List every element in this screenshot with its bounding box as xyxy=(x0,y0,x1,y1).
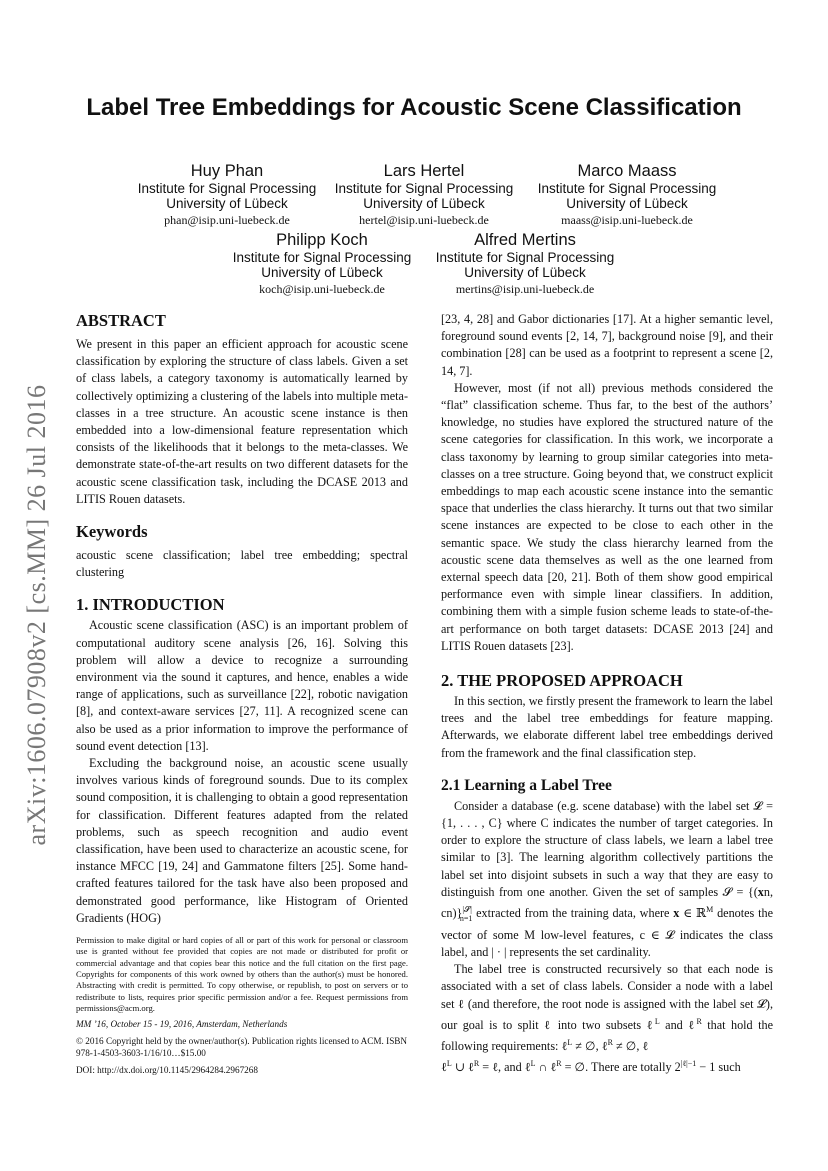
author-email[interactable]: mertins@isip.uni-luebeck.de xyxy=(455,282,595,296)
body-paragraph: [23, 4, 28] and Gabor dictionaries [17]. At a higher semantic level, foreground sound events [2, 14, 7], background noise [9], and their combination [28] can be used as a footprint to represent a scene [2, 14, 7]. xyxy=(441,312,773,378)
author-university: University of Lübeck xyxy=(566,196,688,211)
author-affiliation: Institute for Signal Processing xyxy=(334,181,514,196)
author-affiliation: Institute for Signal Processing xyxy=(232,250,412,265)
doi-link[interactable]: DOI: http://dx.doi.org/10.1145/2964284.2967268 xyxy=(76,1065,258,1076)
author-affiliation: Institute for Signal Processing xyxy=(435,250,615,265)
keywords-heading: Keywords xyxy=(76,522,148,542)
right-column xyxy=(441,311,773,1077)
author-affiliation: Institute for Signal Processing xyxy=(137,181,317,196)
keywords-text: acoustic scene classification; label tree embedding; spectral clustering xyxy=(76,548,408,580)
author-email[interactable]: maass@isip.uni-luebeck.de xyxy=(561,213,693,227)
author-name: Marco Maass xyxy=(577,162,677,180)
body-paragraph: However, most (if not all) previous methods considered the “flat” classification scheme. Thus far, to the best of the authors’ knowledge, no studies have explored the structured nature of the scene categories for classification. In this work, we incorporate a class taxonomy by learning to group similar categories into meta-classes on a tree structure. Going beyond that, we construct explicit embeddings to map each acoustic scene instance into the semantic space that underlies the class hierarchy. It turns out that two similar scene instances are expected to be close to each other in the semantic space. We study the class hierarchy learned from the acoustic scene data themselves as well as the one learned from external speech data [20, 21]. Both of them show good empirical performance even with simple linear classifiers. In addition, combining them with a simple fusion scheme leads to state-of-the-art performance on both target datasets: DCASE 2013 [24] and LITIS Rouen datasets [23]. xyxy=(441,380,773,653)
arxiv-identifier: arXiv:1606.07908v2 [cs.MM] 26 Jul 2016 xyxy=(22,384,51,846)
abstract-text: We present in this paper an efficient approach for acoustic scene classification by exploring the structure of class labels. Given a set of class labels, a category taxonomy is automatically learned by collectively optimizing a clustering of the labels into multiple meta-classes in a tree structure. An acoustic scene instance is then embedded into a low-dimensional feature representation which consists of the likelihoods that it belongs to the meta-classes. We demonstrate state-of-the-art results on two different datasets for the acoustic scene classification task, including the DCASE 2013 and LITIS Rouen datasets. xyxy=(76,337,408,506)
introduction-heading: 1. INTRODUCTION xyxy=(76,595,225,615)
author-name: Huy Phan xyxy=(190,162,264,180)
author-block xyxy=(527,161,727,228)
author-block xyxy=(222,230,422,297)
author-block xyxy=(127,161,327,228)
footnote xyxy=(76,935,408,1076)
author-name: Philipp Koch xyxy=(276,231,368,249)
left-column xyxy=(76,311,408,1076)
author-university: University of Lübeck xyxy=(464,265,586,280)
subsection-2-1-heading: 2.1 Learning a Label Tree xyxy=(441,776,612,794)
paper-title: Label Tree Embeddings for Acoustic Scene Classification xyxy=(86,94,742,121)
body-paragraph: The label tree is constructed recursively so that each node is associated with a set of class labels. Consider a node with a label set ℓ (and therefore, the root node is assigned with the label set 𝓛), our goal is to split ℓ into two subsets ℓ$^L$ and ℓ$^R$ that hold the following requirements: ℓ$^L$ ≠ ∅, ℓ$^R$ ≠ ∅, ℓ ℓ$^L$ ∪ ℓ$^R$ = ℓ, and ℓ$^L$ ∩ ℓ$^R$ = ∅. There are totally $2^{|\ell|-1} - 1$ such xyxy=(441,962,773,1075)
intro-paragraph: Acoustic scene classification (ASC) is an important problem of computational auditory scene analysis [26, 16]. Solving this problem will allow a device to recognize a surrounding environment via the sound it captures, and hence, enables a wide range of applications, such as surveillance [22], robotic navigation [8], and context-aware services [27, 11]. A recognized scene can also be used as a prior information to improve the performance of sound event detection [13]. xyxy=(76,618,408,753)
author-block xyxy=(425,230,625,297)
author-block xyxy=(324,161,524,228)
author-name: Lars Hertel xyxy=(383,162,465,180)
intro-paragraph: Excluding the background noise, an acoustic scene usually involves various kinds of foreground sounds. Due to its complex sound composition, it is challenging to obtain a good representation for classification. Different features adapted from the related problems, such as speech recognition and audio event classification, have been used to characterize an acoustic scene, for instance MFCC [19, 24] and Gammatone filters [25]. Some hand-crafted features tailored for the task have also been proposed and demonstrated good performance, like Histogram of Oriented Gradients (HOG) xyxy=(76,756,408,925)
body-paragraph: In this section, we firstly present the framework to learn the label trees and the label tree embeddings for feature mapping. Afterwards, we elaborate different label tree embeddings derived from the framework and the final classification step. xyxy=(441,694,773,760)
author-email[interactable]: phan@isip.uni-luebeck.de xyxy=(164,213,290,227)
body-paragraph: Consider a database (e.g. scene database) with the label set 𝓛 = {1, . . . , C} where C indicates the number of target categories. In order to explore the structure of class labels, we learn a label tree similar to [3]. The learning algorithm collectively partitions the label set into disjoint subsets in such a way that they are easy to distinguish from one another. Given the set of samples 𝓢 = {(xn, cn)}$^{|𝓢|}_{n=1}$ extracted from the training data, where x ∈ ℝ$^M$ denotes the vector of some M low-level features, c ∈ 𝓛 indicates the class label, and | · | represents the set cardinality. xyxy=(441,798,774,959)
section-2-heading: 2. THE PROPOSED APPROACH xyxy=(441,671,683,691)
author-affiliation: Institute for Signal Processing xyxy=(537,181,717,196)
arxiv-sidebar xyxy=(12,360,62,870)
conference-info: MM ’16, October 15 - 19, 2016, Amsterdam, Netherlands xyxy=(76,1019,288,1030)
author-university: University of Lübeck xyxy=(363,196,485,211)
author-email[interactable]: hertel@isip.uni-luebeck.de xyxy=(359,213,489,227)
author-university: University of Lübeck xyxy=(261,265,383,280)
author-email[interactable]: koch@isip.uni-luebeck.de xyxy=(259,282,385,296)
copyright-notice: © 2016 Copyright held by the owner/author(s). Publication rights licensed to ACM. ISBN 978-1-4503-3603-1/16/10…$15.00 xyxy=(76,1036,408,1059)
abstract-heading: ABSTRACT xyxy=(76,311,166,330)
permission-notice: Permission to make digital or hard copies of all or part of this work for personal or classroom use is granted without fee provided that copies are not made or distributed for profit or commercial advantage and that copies bear this notice and the full citation on the first page. Copyrights for components of this work owned by others than the author(s) must be honored. Abstracting with credit is permitted. To copy otherwise, or republish, to post on servers or to redistribute to lists, requires prior specific permission and/or a fee. Request permissions from permissions@acm.org. xyxy=(76,935,408,1013)
author-name: Alfred Mertins xyxy=(474,231,576,249)
author-university: University of Lübeck xyxy=(166,196,288,211)
